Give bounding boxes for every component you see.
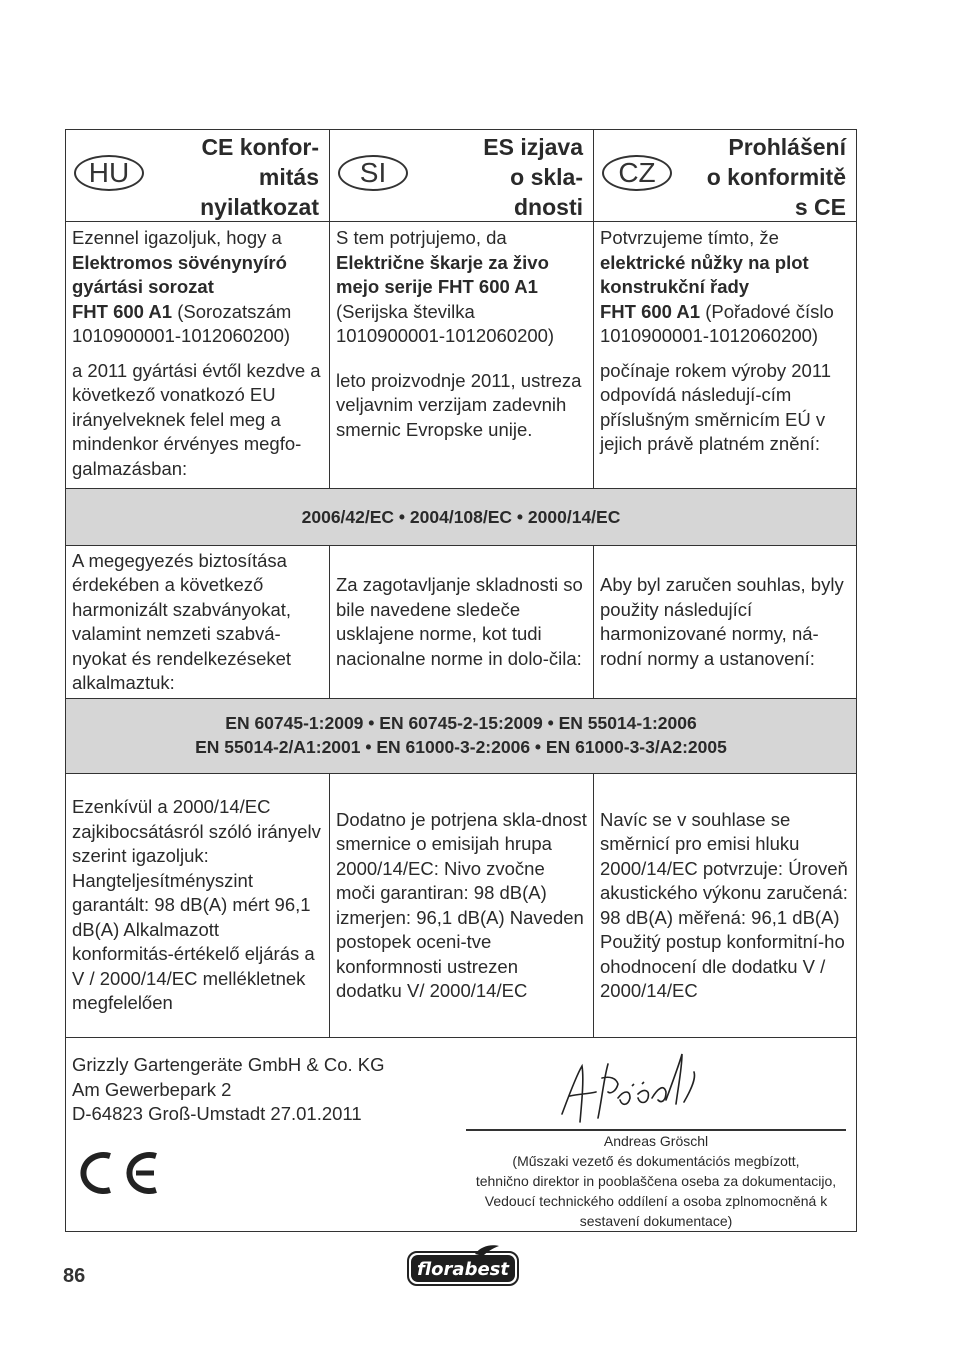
- company-name: Grizzly Gartengeräte GmbH & Co. KG: [72, 1054, 385, 1075]
- harmonized-hu: A megegyezés biztosítása érdekében a következő harmonizált szabványokat, valamint nemzeti szabvá-nyokat és rendelkezéseket alkalmaztuk:: [66, 546, 330, 698]
- harmonized-si: Za zagotavljanje skladnosti so bile navedene sledeče usklajene norme, kot tudi nacionalne norme in dolo-čila:: [330, 546, 594, 698]
- directives-band: [66, 489, 856, 546]
- noise-hu: Ezenkívül a 2000/14/EC zajkibocsátásról szóló irányelv szerint igazoljuk: Hangteljesítményszint garantált: 98 dB(A) mért 96,1 dB(A) Alkalmazott konformitás-értékelő eljárás a V / 2000/14/EC mellékletnek megfelelően: [66, 774, 330, 1037]
- intro-cz-text: počínaje rokem výroby 2011 odpovídá následují-cím příslušným směrnicím EÚ v jejich právě platném znění:: [600, 359, 832, 454]
- company-address: [72, 1053, 385, 1127]
- svg-text:florabest: florabest: [417, 1259, 509, 1280]
- title-cz: Prohlášení o konformitě s CE: [706, 134, 846, 220]
- noise-row: [66, 774, 856, 1038]
- intro-si-text: leto proizvodnje 2011, ustreza veljavnim verzijam zadevnih smernic Evropske unije.: [336, 369, 582, 440]
- intro-hu-text: a 2011 gyártási évtől kezdve a következő vonatkozó EU irányelveknek felel meg a mindenkor érvényes megfo-galmazásban:: [72, 359, 321, 479]
- footer-row: [66, 1038, 856, 1231]
- title-si: ES izjava o skla- dnosti: [483, 134, 583, 220]
- signatory-name: Andreas Gröschl: [603, 1133, 709, 1149]
- noise-cz: Navíc se v souhlase se směrnicí pro emisi hluku 2000/14/EC potvrzuje: Úroveň akustického výkonu zaručená: 98 dB(A) měřená: 96,1 dB(A) Použitý postup konformitní-ho ohodnocení dle dodatku V / 2000/14/EC: [600, 808, 848, 1001]
- title-hu: CE konfor- mitás nyilatkozat: [200, 134, 319, 220]
- header-cz: [594, 130, 856, 221]
- language-badge-si: SI: [338, 155, 408, 191]
- florabest-logo-icon: [405, 1244, 521, 1288]
- header-row: [66, 130, 856, 222]
- standards-line-2: EN 55014-2/A1:2001 • EN 61000-3-2:2006 • EN 61000-3-3/A2:2005: [195, 737, 727, 757]
- signature-area: [466, 1038, 848, 1231]
- standards-band: [66, 699, 856, 774]
- intro-cz: Potvrzujeme tímto, že elektrické nůžky na plot konstrukční řady FHT 600 A1 (Pořadové číslo 1010900001-1012060200) počínaje rokem výroby 2011 odpovídá následují-cím příslušným směrnicím EÚ v jejich právě platném znění:: [594, 222, 856, 488]
- declaration-table: [65, 129, 857, 1232]
- standards-line-1: EN 60745-1:2009 • EN 60745-2-15:2009 • EN 55014-1:2006: [225, 713, 697, 733]
- language-badge-hu: HU: [74, 155, 144, 191]
- page-number: 86: [63, 1265, 86, 1287]
- signature-image: [558, 1048, 718, 1128]
- harmonized-row: [66, 546, 856, 699]
- directives-text: 2006/42/EC • 2004/108/EC • 2000/14/EC: [301, 507, 621, 527]
- company-city-date: D-64823 Groß-Umstadt 27.01.2011: [72, 1103, 362, 1124]
- header-hu: [66, 130, 330, 221]
- signatory-caption: Andreas Gröschl (Műszaki vezető és dokumentációs megbízott, tehnično direktor in pooblaščena oseba za dokumentacijo, Vedoucí technického oddílení a osoba zplnomocněná k sestavení dokumentace): [466, 1131, 846, 1231]
- ce-mark-icon: [70, 1150, 162, 1196]
- noise-si: Dodatno je potrjena skla-dnost smernice o emisijah hrupa 2000/14/EC: Nivo zvočne moči garantiran: 98 dB(A) izmerjen: 96,1 dB(A) Naveden postopek oceni-tve konformnosti ustrezen dodatku V/ 2000/14/EC: [330, 774, 594, 1037]
- language-badge-cz: CZ: [602, 155, 672, 191]
- company-street: Am Gewerbepark 2: [72, 1078, 232, 1100]
- intro-si: S tem potrjujemo, da Električne škarje za živo mejo serije FHT 600 A1 (Serijska številka 1010900001-1012060200) leto proizvodnje 2011, ustreza veljavnim verzijam zadevnih smernic Evropske unije.: [330, 222, 594, 488]
- harmonized-cz: Aby byl zaručen souhlas, byly použity následující harmonizované normy, ná-rodní normy a ustanovení:: [600, 574, 844, 669]
- header-si: [330, 130, 594, 221]
- intro-hu: Ezennel igazoljuk, hogy a Elektromos sövénynyíró gyártási sorozat FHT 600 A1 (Sorozatszám 1010900001-1012060200) a 2011 gyártási évtől kezdve a következő vonatkozó EU irányelveknek felel meg a mindenkor érvényes megfo-galmazásban:: [66, 222, 330, 488]
- intro-row: [66, 222, 856, 489]
